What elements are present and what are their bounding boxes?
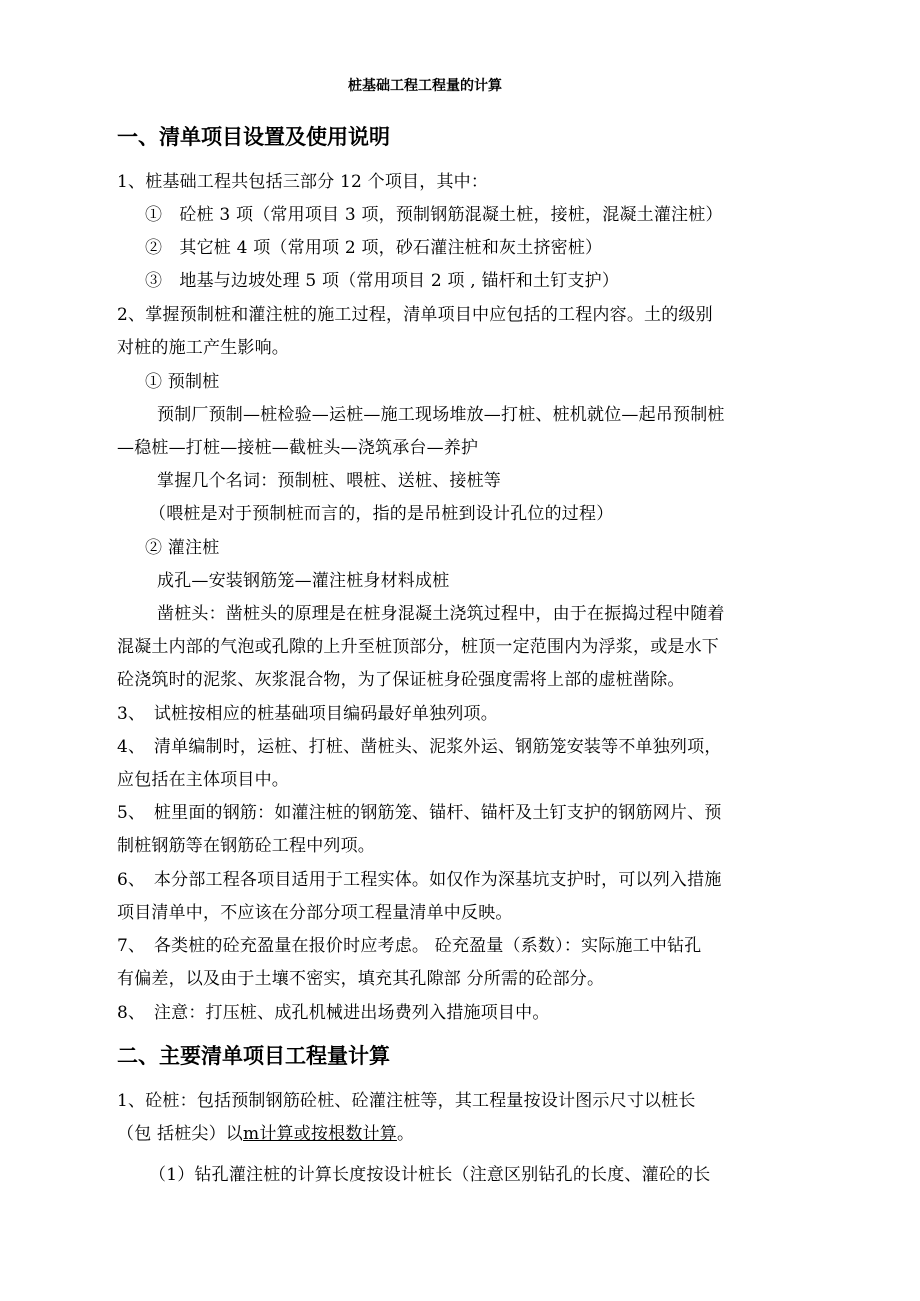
paragraph-line: 有偏差，以及由于土壤不密实，填充其孔隙部 分所需的砼部分。 [117, 969, 605, 989]
paragraph-line: （1）钻孔灌注桩的计算长度按设计桩长（注意区别钻孔的长度、灌砼的长 [149, 1165, 711, 1185]
paragraph-line: 7、 各类桩的砼充盈量在报价时应考虑。 砼充盈量（系数）：实际施工中钻孔 [117, 936, 702, 956]
paragraph-line: 5、 桩里面的钢筋：如灌注桩的钢筋笼、锚杆、锚杆及土钉支护的钢筋网片、预 [117, 803, 722, 823]
paragraph-line [117, 1119, 414, 1144]
paragraph-line: 2、掌握预制桩和灌注桩的施工过程，清单项目中应包括的工程内容。土的级别 [117, 305, 713, 325]
paragraph-line: 对桩的施工产生影响。 [117, 338, 289, 358]
paragraph-line: 6、 本分部工程各项目适用于工程实体。如仅作为深基坑支护时，可以列入措施 [117, 870, 722, 890]
list-item: ② 其它桩 4 项（常用项 2 项，砂石灌注桩和灰土挤密桩） [145, 238, 603, 258]
paragraph-line: 砼浇筑时的泥浆、灰浆混合物，为了保证桩身砼强度需将上部的虚桩凿除。 [117, 670, 685, 690]
paragraph-line: 应包括在主体项目中。 [117, 770, 289, 790]
list-item: ① 砼桩 3 项（常用项目 3 项，预制钢筋混凝土桩，接桩，混凝土灌注桩） [145, 205, 723, 225]
underlined-text: m计算或按根数计算 [243, 1124, 397, 1144]
paragraph-line: 1、桩基础工程共包括三部分 12 个项目，其中： [117, 172, 489, 192]
document-title: 桩基础工程工程量的计算 [348, 78, 502, 94]
section-1-heading: 一、清单项目设置及使用说明 [117, 125, 390, 149]
paragraph-line: 掌握几个名词：预制桩、喂桩、送桩、接桩等 [157, 471, 501, 491]
text-segment: 。 [396, 1124, 415, 1144]
paragraph-line: 凿桩头：凿桩头的原理是在桩身混凝土浇筑过程中，由于在振捣过程中随着 [157, 604, 725, 624]
paragraph-line: 项目清单中，不应该在分部分项工程量清单中反映。 [117, 903, 513, 923]
paragraph-line: 混凝土内部的气泡或孔隙的上升至桩顶部分，桩顶一定范围内为浮浆，或是水下 [117, 637, 719, 657]
paragraph-line: 1、砼桩：包括预制钢筋砼桩、砼灌注桩等，其工程量按设计图示尺寸以桩长 [117, 1091, 696, 1111]
subheading: ② 灌注桩 [145, 538, 220, 558]
paragraph-line: 8、 注意：打压桩、成孔机械进出场费列入措施项目中。 [117, 1003, 550, 1023]
paragraph-line: 3、 试桩按相应的桩基础项目编码最好单独列项。 [117, 704, 498, 724]
paragraph-line: 制桩钢筋等在钢筋砼工程中列项。 [117, 836, 375, 856]
text-segment: （包 括桩尖）以 [117, 1124, 244, 1144]
list-item: ③ 地基与边坡处理 5 项（常用项目 2 项 , 锚杆和土钉支护） [145, 271, 620, 291]
paragraph-line: 4、 清单编制时，运桩、打桩、凿桩头、泥浆外运、钢筋笼安装等不单独列项， [117, 737, 722, 757]
paragraph-line: 成孔—安装钢筋笼—灌注桩身材料成桩 [157, 571, 450, 591]
subheading: ① 预制桩 [145, 372, 220, 392]
paragraph-line: —稳桩—打桩—接桩—截桩头—浇筑承台—养护 [117, 438, 479, 458]
paragraph-line: 预制厂预制—桩检验—运桩—施工现场堆放—打桩、桩机就位—起吊预制桩 [157, 405, 725, 425]
section-2-heading: 二、主要清单项目工程量计算 [117, 1044, 390, 1068]
paragraph-line: （喂桩是对于预制桩而言的，指的是吊桩到设计孔位的过程） [149, 504, 614, 524]
